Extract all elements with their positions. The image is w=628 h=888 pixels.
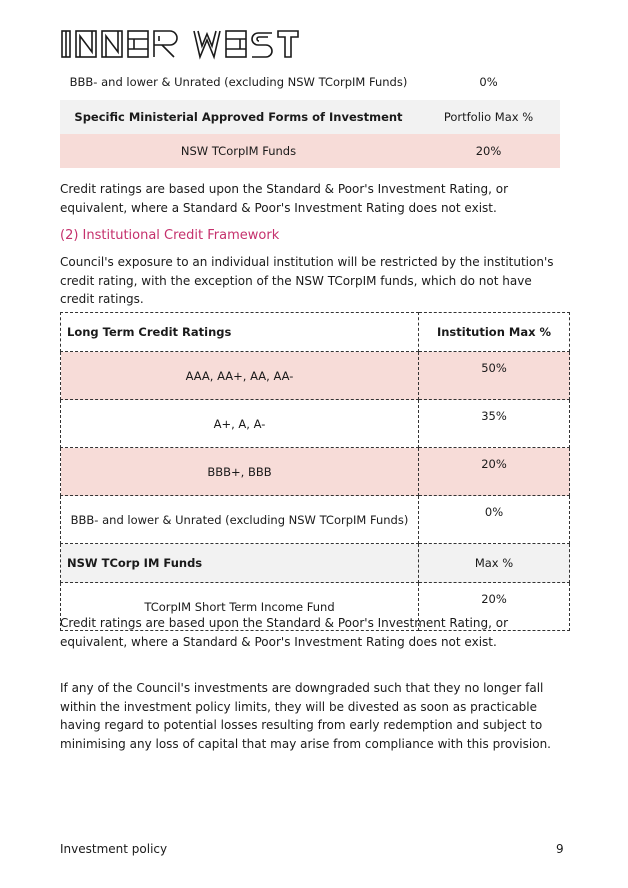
table-header-cell: Institution Max % (419, 313, 570, 352)
credit-ratings-note-2: Credit ratings are based upon the Standard & Poor's Investment Rating, or equivalent, where a Standard & Poor's Investment Rating does not exist. (60, 616, 509, 649)
table-cell: BBB- and lower & Unrated (excluding NSW TCorpIM Funds) (61, 496, 419, 544)
table-row (61, 448, 570, 496)
table-cell: 50% (419, 352, 570, 400)
table-header-cell: NSW TCorp IM Funds (61, 544, 419, 583)
table-cell: BBB+, BBB (61, 448, 419, 496)
credit-ratings-note: Credit ratings are based upon the Standard & Poor's Investment Rating, or equivalent, where a Standard & Poor's Investment Rating does not exist. (60, 182, 509, 215)
table-row (60, 70, 560, 94)
table-cell: 0% (479, 75, 498, 89)
table-cell: Specific Ministerial Approved Forms of Investment (60, 100, 417, 134)
footer-title: Investment policy (60, 842, 168, 856)
table-cell: TCorpIM Short Term Income Fund (61, 583, 419, 631)
table-cell: BBB- and lower & Unrated (excluding NSW TCorpIM Funds) (69, 75, 408, 89)
table-cell: NSW TCorpIM Funds (60, 134, 417, 168)
table-row (61, 496, 570, 544)
table-cell: 20% (419, 583, 570, 631)
table-header-row (60, 100, 560, 134)
institutional-credit-table (60, 312, 570, 631)
table-cell: 20% (417, 134, 560, 168)
page-number: 9 (556, 842, 564, 856)
table-cell: 35% (419, 400, 570, 448)
downgrade-paragraph: If any of the Council's investments are downgraded such that they no longer fall within the investment policy limits, they will be divested as soon as practicable having regard to potential losses resulting from early redemption and subject to minimising any loss of capital that may arise from compliance with this provision. (60, 681, 551, 751)
table-header-cell: Max % (419, 544, 570, 583)
section-heading: (2) Institutional Credit Framework (60, 228, 280, 243)
table-cell: 20% (419, 448, 570, 496)
table-header-row (61, 313, 570, 352)
table-row (60, 134, 560, 168)
table-subheader-row (61, 544, 570, 583)
exposure-paragraph: Council's exposure to an individual institution will be restricted by the institution's credit rating, with the exception of the NSW TCorpIM funds, which do not have credit ratings. (60, 255, 554, 306)
table-cell: A+, A, A- (61, 400, 419, 448)
table-cell: AAA, AA+, AA, AA- (61, 352, 419, 400)
table-header-cell: Long Term Credit Ratings (61, 313, 419, 352)
table-row (61, 352, 570, 400)
table-cell: 0% (419, 496, 570, 544)
table-cell: Portfolio Max % (417, 100, 560, 134)
inner-west-logo (60, 28, 300, 60)
portfolio-limits-table (60, 70, 560, 168)
table-row (61, 400, 570, 448)
